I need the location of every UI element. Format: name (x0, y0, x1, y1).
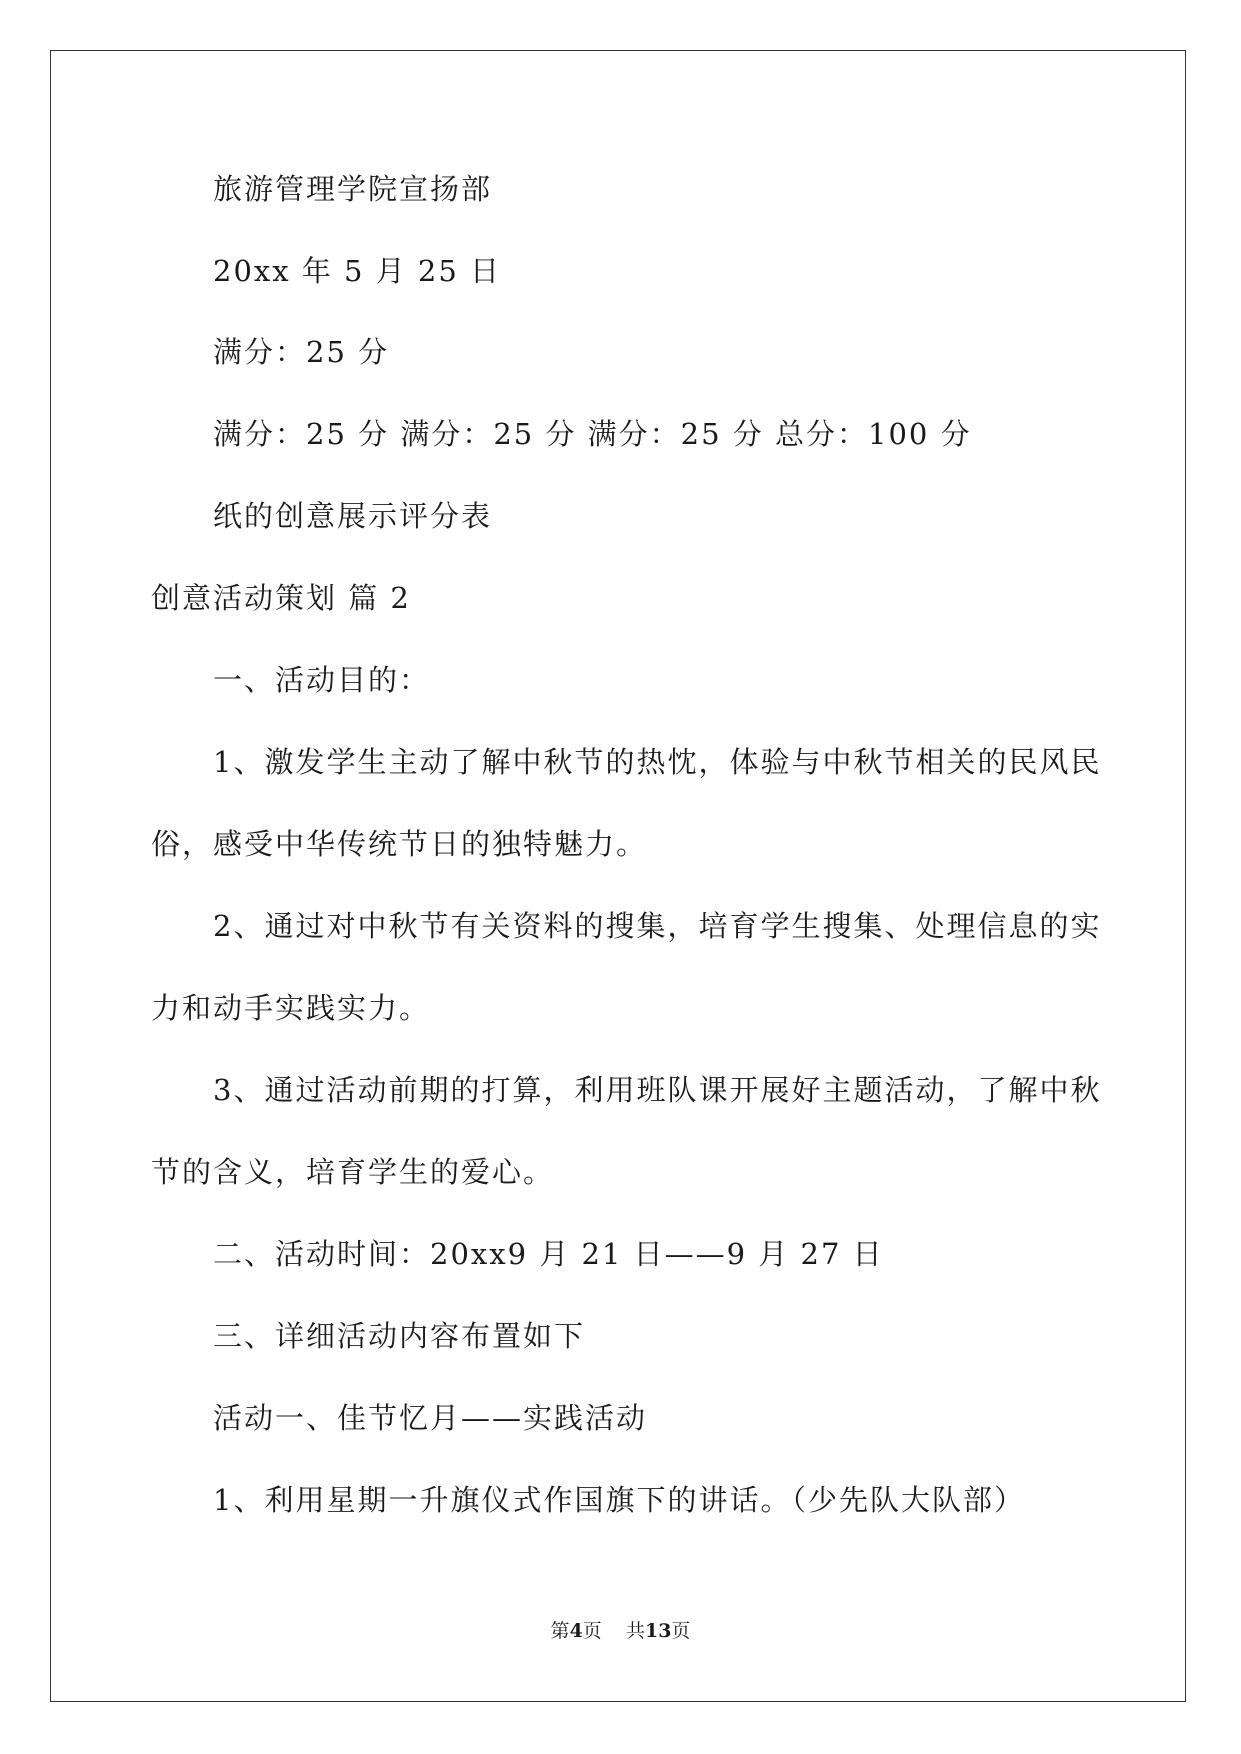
footer-suffix: 页 (671, 1620, 691, 1642)
score-line: 满分：25 分 (213, 335, 390, 369)
org-name-line: 旅游管理学院宣扬部 (213, 172, 493, 206)
table-title-line: 纸的创意展示评分表 (213, 499, 493, 533)
date-line: 20xx 年 5 月 25 日 (213, 254, 502, 288)
paragraph-line: 二、活动时间：20xx9 月 21 日——9 月 27 日 (213, 1237, 884, 1271)
paragraph-line: 2、通过对中秋节有关资料的搜集，培育学生搜集、处理信息的实 (213, 909, 1102, 943)
paragraph-line: 1、激发学生主动了解中秋节的热忱，体验与中秋节相关的民风民 (213, 745, 1102, 779)
total-pages-number: 13 (644, 1620, 672, 1642)
paragraph-line: 三、详细活动内容布置如下 (213, 1319, 586, 1353)
paragraph-line: 一、活动目的： (213, 663, 431, 697)
section-heading: 创意活动策划 篇 2 (151, 581, 411, 615)
paragraph-line: 3、通过活动前期的打算，利用班队课开展好主题活动，了解中秋 (213, 1073, 1102, 1107)
paragraph-line: 活动一、佳节忆月——实践活动 (213, 1401, 648, 1435)
paragraph-line: 力和动手实践实力。 (151, 991, 431, 1025)
footer-prefix: 第 (550, 1620, 570, 1642)
paragraph-line: 俗，感受中华传统节日的独特魅力。 (151, 827, 648, 861)
score-summary-line: 满分：25 分 满分：25 分 满分：25 分 总分：100 分 (213, 417, 972, 451)
paragraph-line: 节的含义，培育学生的爱心。 (151, 1155, 555, 1189)
current-page-number: 4 (569, 1620, 583, 1642)
footer-middle: 页 共 (582, 1620, 645, 1642)
paragraph-line: 1、利用星期一升旗仪式作国旗下的讲话。（少先队大队部） (213, 1483, 1025, 1517)
page-footer (0, 1622, 1241, 1641)
page-border (50, 50, 1186, 1702)
